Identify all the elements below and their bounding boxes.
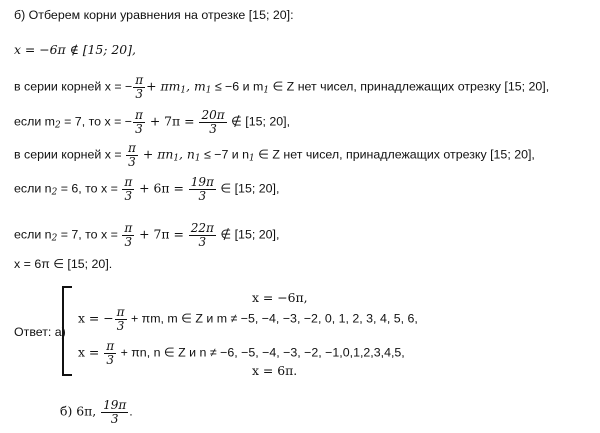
subscript: 1 — [263, 85, 269, 96]
answer-row-3-rest: + πn, n ∈ Z и n ≠ −6, −5, −4, −3, −2, −1,0,1,2,3,4,5, — [117, 345, 405, 360]
system-bracket — [62, 286, 72, 376]
fraction-denominator: 3 — [110, 411, 119, 426]
case-fraction-1 — [122, 176, 134, 202]
series-n-term: + πn — [138, 146, 174, 162]
answer-row-3 — [78, 340, 405, 366]
case-fraction-2 — [189, 222, 216, 248]
case-fraction-1 — [133, 109, 145, 135]
fraction-numerator: 19π — [190, 175, 214, 189]
subscript: 1 — [249, 153, 255, 164]
answer-label — [14, 325, 66, 340]
case-membership: ∉ [15; 20], — [216, 227, 280, 242]
case-fraction-2 — [189, 176, 216, 202]
section-heading — [14, 8, 294, 23]
root-6pi-text: x = 6π ∈ [15; 20]. — [14, 257, 113, 271]
answer-part-b-end: . — [129, 404, 133, 419]
case-membership: ∈ [15; 20], — [216, 181, 280, 196]
series-m-var: , m — [186, 78, 206, 94]
series-n-fraction — [126, 142, 138, 168]
fraction-numerator: π — [116, 305, 125, 319]
series-m-term: + πm — [146, 78, 181, 94]
case-equation: = 7, то x = − — [60, 114, 133, 129]
subscript: 1 — [180, 85, 187, 96]
series-m-condition: ≤ −6 и m — [211, 79, 264, 94]
subscript: 1 — [173, 153, 179, 164]
fraction-denominator: 3 — [124, 188, 133, 203]
answer-row-3-fraction — [104, 340, 116, 366]
fraction-denominator: 3 — [198, 234, 207, 249]
case-prefix: если m — [14, 114, 56, 129]
answer-row-1-text: x = −6π, — [252, 290, 308, 305]
series-n-conclusion: ∈ Z нет чисел, принадлежащих отрезку [15; 20], — [254, 147, 535, 162]
subscript: 2 — [51, 187, 58, 198]
answer-label-text: Ответ: а) — [14, 325, 66, 339]
fraction-denominator: 3 — [135, 121, 143, 136]
case-n2-6 — [14, 176, 279, 202]
series-n-var: , n — [179, 146, 195, 162]
fraction-numerator: π — [124, 221, 133, 235]
subscript: 2 — [55, 120, 61, 131]
case-fraction-2 — [199, 109, 226, 135]
series-m-prefix: в серии корней x = − — [14, 79, 133, 94]
root-minus-6pi-text: x = −6π ∉ [15; 20], — [14, 42, 136, 57]
fraction-numerator: π — [135, 73, 144, 87]
answer-part-b-prefix: б) 6π, — [60, 403, 101, 419]
subscript: 2 — [51, 233, 58, 244]
case-sum: + 7π = — [145, 113, 199, 129]
fraction-denominator: 3 — [124, 234, 133, 249]
fraction-denominator: 3 — [209, 121, 217, 136]
answer-row-2 — [78, 306, 418, 332]
fraction-denominator: 3 — [128, 154, 136, 169]
answer-row-2-prefix: x = − — [78, 310, 114, 326]
case-prefix: если n — [14, 181, 52, 196]
answer-row-1 — [252, 290, 308, 305]
fraction-numerator: π — [124, 175, 133, 189]
section-heading-text: б) Отберем корни уравнения на отрезке [15; 20]: — [14, 8, 294, 22]
fraction-numerator: π — [106, 339, 115, 353]
case-equation: = 7, то x = — [57, 227, 122, 242]
case-fraction-1 — [122, 222, 134, 248]
case-equation: = 6, то x = — [57, 181, 122, 196]
fraction-denominator: 3 — [135, 86, 144, 101]
fraction-numerator: π — [128, 141, 136, 155]
case-m2-7 — [14, 109, 290, 135]
root-6pi — [14, 257, 112, 272]
answer-row-3-prefix: x = — [78, 344, 104, 360]
case-membership: ∉ [15; 20], — [227, 114, 291, 129]
case-prefix: если n — [14, 227, 52, 242]
series-n-statement — [14, 142, 535, 168]
case-n2-7 — [14, 222, 279, 248]
answer-part-b — [60, 399, 133, 425]
fraction-denominator: 3 — [106, 352, 115, 367]
root-minus-6pi — [14, 42, 136, 57]
answer-row-2-rest: + πm, m ∈ Z и m ≠ −5, −4, −3, −2, 0, 1, 2, 3, 4, 5, 6, — [127, 311, 418, 326]
subscript: 1 — [205, 85, 212, 96]
fraction-numerator: 20π — [201, 108, 225, 122]
subscript: 1 — [194, 153, 201, 164]
answer-part-b-fraction — [101, 399, 128, 425]
fraction-numerator: 22π — [190, 221, 214, 235]
answer-row-4-text: x = 6π. — [252, 363, 298, 378]
fraction-denominator: 3 — [198, 188, 207, 203]
answer-row-2-fraction — [115, 306, 127, 332]
fraction-numerator: π — [135, 108, 143, 122]
fraction-numerator: 19π — [103, 398, 127, 412]
series-n-prefix: в серии корней x = — [14, 147, 126, 162]
series-m-conclusion: ∈ Z нет чисел, принадлежащих отрезку [15; 20], — [269, 79, 550, 94]
series-m-fraction — [133, 74, 145, 100]
answer-row-4 — [252, 363, 297, 378]
case-sum: + 7π = — [135, 226, 188, 242]
case-sum: + 6π = — [135, 180, 188, 196]
series-n-condition: ≤ −7 и n — [200, 147, 250, 162]
series-m-statement — [14, 74, 549, 100]
fraction-denominator: 3 — [116, 318, 125, 333]
